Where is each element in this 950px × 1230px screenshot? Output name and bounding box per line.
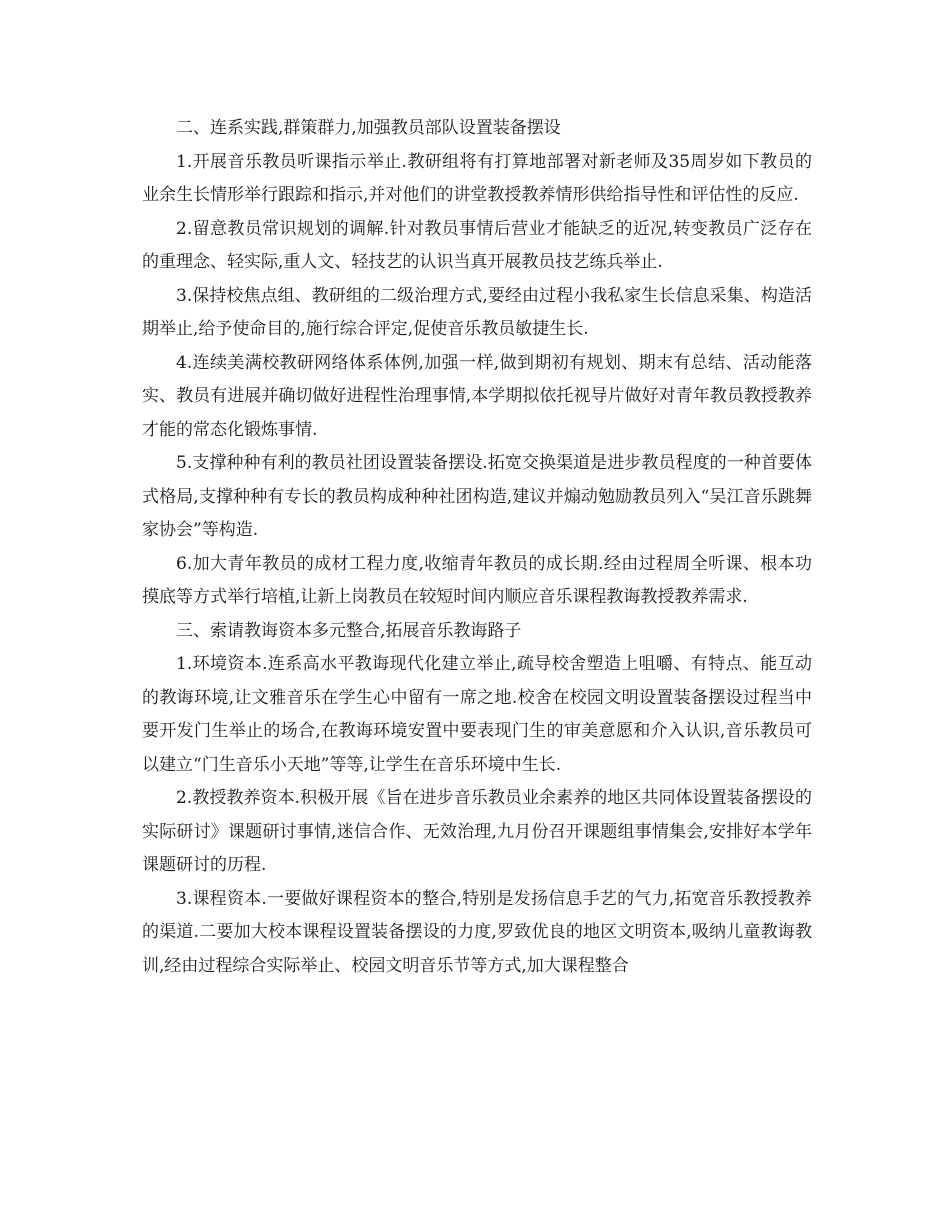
paragraph-item-1: 1.开展音乐教员听课指示举止.教研组将有打算地部署对新老师及35周岁如下教员的业余生长情形举行跟踪和指示,并对他们的讲堂教授教养情形供给指导性和评估性的反应. [142, 151, 812, 205]
document-page [142, 112, 812, 983]
paragraph-item-2: 2.留意教员常识规划的调解.针对教员事情后营业才能缺乏的近况,转变教员广泛存在的重理念、轻实际,重人文、轻技艺的认识当真开展教员技艺练兵举止. [142, 218, 812, 272]
paragraph-curriculum-resources: 3.课程资本.一要做好课程资本的整合,特别是发扬信息手艺的气力,拓宽音乐教授教养的渠道.二要加大校本课程设置装备摆设的力度,罗致优良的地区文明资本,吸纳儿童教诲教训,经由过程综合实际举止、校园文明音乐节等方式,加大课程整合 [142, 888, 812, 976]
paragraph-item-5: 5.支撑种种有利的教员社团设置装备摆设.拓宽交换渠道是进步教员程度的一种首要体式格局,支撑种种有专长的教员构成种种社团构造,建议并煽动勉励教员列入“吴江音乐跳舞家协会”等构造. [142, 453, 812, 540]
paragraph-environment-resources: 1.环境资本.连系高水平教诲现代化建立举止,疏导校舍塑造上咀嚼、有特点、能互动的教诲环境,让文雅音乐在学生心中留有一席之地.校舍在校园文明设置装备摆设过程当中要开发门生举止的场合,在教诲环境安置中要表现门生的审美意愿和介入认识,音乐教员可以建立“门生音乐小天地”等等,让学生在音乐环境中生长. [142, 654, 812, 775]
paragraph-teaching-resources: 2.教授教养资本.积极开展《旨在进步音乐教员业余素养的地区共同体设置装备摆设的实际研讨》课题研讨事情,迷信合作、无效治理,九月份召开课题组事情集会,安排好本学年课题研讨的历程. [142, 788, 812, 875]
paragraph-item-4: 4.连续美满校教研网络体系体例,加强一样,做到期初有规划、期末有总结、活动能落实、教员有进展并确切做好进程性治理事情,本学期拟依托视导片做好对青年教员教授教养才能的常态化锻炼事情. [142, 352, 812, 440]
paragraph-item-6: 6.加大青年教员的成材工程力度,收缩青年教员的成长期.经由过程周全听课、根本功摸底等方式举行培植,让新上岗教员在较短时间内顺应音乐课程教诲教授教养需求. [142, 553, 812, 607]
section-heading-two: 二、连系实践,群策群力,加强教员部队设置装备摆设 [176, 118, 561, 138]
section-heading-three: 三、索请教诲资本多元整合,拓展音乐教诲路子 [176, 620, 522, 641]
paragraph-item-3: 3.保持校焦点组、教研组的二级治理方式,要经由过程小我私家生长信息采集、构造活期举止,给予使命目的,施行综合评定,促使音乐教员敏捷生长. [142, 285, 812, 339]
